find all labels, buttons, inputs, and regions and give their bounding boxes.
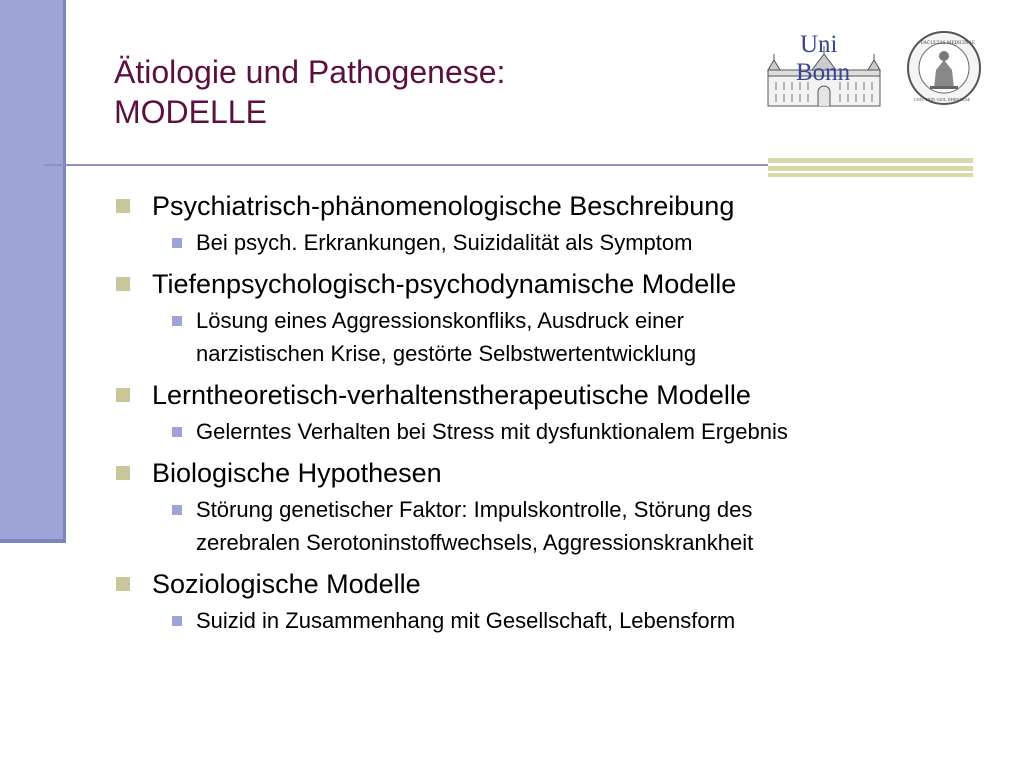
sub-item-line: Suizid in Zusammenhang mit Gesellschaft, Lebensform — [196, 608, 736, 633]
sub-list-item — [172, 415, 994, 448]
slide-body — [114, 186, 994, 642]
item-label: Lerntheoretisch-verhaltenstherapeutische Modelle — [152, 380, 751, 410]
sub-list — [114, 304, 994, 370]
slide-title — [114, 52, 505, 132]
item-label: Biologische Hypothesen — [152, 458, 442, 488]
square-bullet-icon — [116, 577, 130, 591]
seal-text-top: FACULTAS — [921, 41, 946, 46]
square-bullet-icon — [116, 277, 130, 291]
square-bullet-icon — [116, 466, 130, 480]
square-bullet-icon — [116, 388, 130, 402]
small-square-bullet-icon — [172, 427, 182, 437]
item-label: Soziologische Modelle — [152, 569, 421, 599]
sub-item-line: narzistischen Krise, gestörte Selbstwertentwicklung — [196, 341, 697, 366]
sub-item-line: Lösung eines Aggressionskonfliks, Ausdruck einer — [196, 308, 684, 333]
title-accent-stripes — [768, 158, 973, 177]
sub-item-line: zerebralen Serotoninstoffwechsels, Aggressionskrankheit — [196, 530, 754, 555]
title-line-1: Ätiologie und Pathogenese: — [114, 54, 506, 90]
left-accent-bar — [0, 0, 66, 543]
logo-line-uni: Uni — [800, 31, 838, 58]
faculty-seal-icon — [908, 32, 980, 104]
sub-list — [114, 604, 994, 637]
seal-text-top2: MEDICINAE — [947, 41, 976, 46]
title-divider-line — [44, 164, 770, 166]
sub-item-line: Gelerntes Verhalten bei Stress mit dysfunktionalem Ergebnis — [196, 419, 788, 444]
bullet-list — [114, 186, 994, 637]
list-item — [114, 375, 994, 448]
sub-list — [114, 226, 994, 259]
uni-bonn-logo — [764, 30, 984, 114]
list-item — [114, 564, 994, 637]
item-label: Tiefenpsychologisch-psychodynamische Modelle — [152, 269, 737, 299]
sub-list — [114, 415, 994, 448]
sub-list — [114, 493, 994, 559]
list-item — [114, 186, 994, 259]
small-square-bullet-icon — [172, 616, 182, 626]
square-bullet-icon — [116, 199, 130, 213]
list-item — [114, 264, 994, 370]
small-square-bullet-icon — [172, 238, 182, 248]
seal-text-bottom: UNIV. FRID. GUIL. RHENANAE — [914, 97, 971, 102]
logo-line-bonn: Bonn — [796, 59, 851, 86]
sub-item-line: Störung genetischer Faktor: Impulskontrolle, Störung des — [196, 497, 753, 522]
sub-item-line: Bei psych. Erkrankungen, Suizidalität als Symptom — [196, 230, 693, 255]
list-item — [114, 453, 994, 559]
sub-list-item — [172, 226, 994, 259]
small-square-bullet-icon — [172, 316, 182, 326]
small-square-bullet-icon — [172, 505, 182, 515]
title-line-2: MODELLE — [114, 94, 267, 130]
item-label: Psychiatrisch-phänomenologische Beschreibung — [152, 191, 735, 221]
sub-list-item — [172, 304, 994, 370]
sub-list-item — [172, 604, 994, 637]
sub-list-item — [172, 493, 994, 559]
